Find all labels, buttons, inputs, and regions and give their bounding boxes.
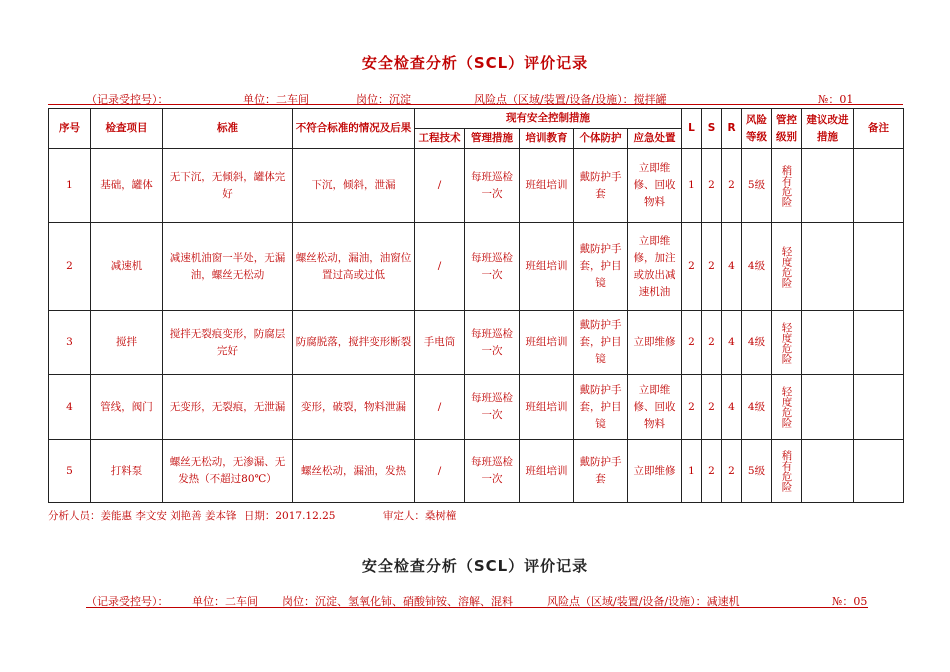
cell-nonconform: 螺丝松动，漏油，油窗位置过高或过低 xyxy=(293,223,415,311)
cell-R: 2 xyxy=(722,440,742,503)
cell-eng: / xyxy=(415,375,465,440)
table-row xyxy=(49,149,904,223)
cell-control-level: 轻度危险 xyxy=(780,321,793,364)
col-control-level: 管控级别 xyxy=(772,109,802,149)
risk-point-label: 风险点（区域/装置/设备/设施）：搅拌罐 xyxy=(474,93,667,106)
cell-seq: 1 xyxy=(49,149,91,223)
record-number: №：01 xyxy=(818,93,854,106)
cell-L: 1 xyxy=(682,149,702,223)
cell-train: 班组培训 xyxy=(520,440,574,503)
cell-eng: 手电筒 xyxy=(415,311,465,375)
cell-ppe: 戴防护手套，护目镜 xyxy=(574,375,628,440)
table-row xyxy=(49,375,904,440)
cell-remark xyxy=(854,375,904,440)
cell-train: 班组培训 xyxy=(520,311,574,375)
cell-R: 4 xyxy=(722,311,742,375)
date-label: 日期：2017.12.25 xyxy=(243,510,336,522)
cell-train: 班组培训 xyxy=(520,223,574,311)
cell-L: 2 xyxy=(682,375,702,440)
col-mgmt: 管理措施 xyxy=(465,129,520,149)
cell-L: 2 xyxy=(682,223,702,311)
cell-control-level: 轻度危险 xyxy=(780,386,793,428)
cell-mgmt: 每班巡检一次 xyxy=(465,375,520,440)
cell-mgmt: 每班巡检一次 xyxy=(465,311,520,375)
cell-nonconform: 螺丝松动，漏油，发热 xyxy=(293,440,415,503)
cell-L: 1 xyxy=(682,440,702,503)
cell-item: 基础，罐体 xyxy=(91,149,163,223)
cell-eng: / xyxy=(415,440,465,503)
cell-eng: / xyxy=(415,223,465,311)
cell-remark xyxy=(854,149,904,223)
cell-item: 减速机 xyxy=(91,223,163,311)
cell-nonconform: 下沉，倾斜，泄漏 xyxy=(293,149,415,223)
cell-emergency: 立即维修、回收物料 xyxy=(628,375,682,440)
scl-table xyxy=(48,108,904,503)
cell-R: 4 xyxy=(722,375,742,440)
cell-suggestion xyxy=(802,223,854,311)
cell-seq: 2 xyxy=(49,223,91,311)
cell-seq: 3 xyxy=(49,311,91,375)
second-page-title: 安全检查分析（SCL）评价记录 xyxy=(361,557,589,575)
col-ppe: 个体防护 xyxy=(574,129,628,149)
post-label: 岗位：沉淀 xyxy=(356,93,411,106)
cell-ppe: 戴防护手套 xyxy=(574,149,628,223)
unit-label: 单位：二车间 xyxy=(243,93,309,106)
cell-standard: 无变形，无裂痕，无泄漏 xyxy=(163,375,293,440)
cell-risk-level: 4级 xyxy=(742,223,772,311)
cell-nonconform: 防腐脱落，搅拌变形断裂 xyxy=(293,311,415,375)
cell-ppe: 戴防护手套 xyxy=(574,440,628,503)
col-eng: 工程技术 xyxy=(415,129,465,149)
cell-item: 打料泵 xyxy=(91,440,163,503)
col-controls: 现有安全控制措施 xyxy=(415,109,682,129)
analysts-label: 分析人员：姜能惠 李文安 刘艳善 姜本锋 xyxy=(48,510,237,522)
cell-S: 2 xyxy=(702,149,722,223)
cell-mgmt: 每班巡检一次 xyxy=(465,440,520,503)
record-control-label: （记录受控号）： xyxy=(86,93,169,106)
col-emergency: 应急处置 xyxy=(628,129,682,149)
cell-control-level: 轻度危险 xyxy=(780,245,793,288)
cell-seq: 4 xyxy=(49,375,91,440)
cell-mgmt: 每班巡检一次 xyxy=(465,223,520,311)
cell-suggestion xyxy=(802,375,854,440)
cell-emergency: 立即维修 xyxy=(628,311,682,375)
second-record-control-label: （记录受控号）： xyxy=(86,595,169,608)
cell-train: 班组培训 xyxy=(520,375,574,440)
cell-mgmt: 每班巡检一次 xyxy=(465,149,520,223)
cell-risk-level: 5级 xyxy=(742,149,772,223)
second-unit-label: 单位：二车间 xyxy=(192,595,258,608)
col-risk-level: 风险等级 xyxy=(742,109,772,149)
table-row xyxy=(49,311,904,375)
cell-S: 2 xyxy=(702,223,722,311)
cell-ppe: 戴防护手套，护目镜 xyxy=(574,223,628,311)
cell-R: 2 xyxy=(722,149,742,223)
cell-train: 班组培训 xyxy=(520,149,574,223)
cell-risk-level: 4级 xyxy=(742,375,772,440)
col-remark: 备注 xyxy=(854,109,904,149)
cell-remark xyxy=(854,440,904,503)
cell-item: 搅拌 xyxy=(91,311,163,375)
cell-ppe: 戴防护手套，护目镜 xyxy=(574,311,628,375)
cell-suggestion xyxy=(802,440,854,503)
cell-standard: 无下沉，无倾斜，罐体完好 xyxy=(163,149,293,223)
cell-standard: 搅拌无裂痕变形，防腐层完好 xyxy=(163,311,293,375)
col-standard: 标准 xyxy=(163,109,293,149)
cell-eng: / xyxy=(415,149,465,223)
cell-nonconform: 变形，破裂，物料泄漏 xyxy=(293,375,415,440)
cell-control-level: 稍有危险 xyxy=(780,450,793,492)
table-row xyxy=(49,440,904,503)
cell-standard: 减速机油窗一半处，无漏油，螺丝无松动 xyxy=(163,223,293,311)
second-risk-point-label: 风险点（区域/装置/设备/设施）：减速机 xyxy=(547,595,740,608)
second-header-underline xyxy=(86,607,868,608)
cell-control-level: 稍有危险 xyxy=(780,164,793,207)
second-post-label: 岗位：沉淀、氢氧化铈、硝酸铈铵、溶解、混料 xyxy=(282,595,513,608)
col-suggestion: 建议改进措施 xyxy=(802,109,854,149)
cell-suggestion xyxy=(802,311,854,375)
cell-seq: 5 xyxy=(49,440,91,503)
cell-standard: 螺丝无松动，无渗漏、无发热（不超过80℃） xyxy=(163,440,293,503)
cell-risk-level: 4级 xyxy=(742,311,772,375)
col-R: R xyxy=(722,109,742,149)
col-L: L xyxy=(682,109,702,149)
cell-emergency: 立即维修，加注或放出减速机油 xyxy=(628,223,682,311)
second-record-number: №：05 xyxy=(832,595,868,608)
col-item: 检查项目 xyxy=(91,109,163,149)
reviewer-label: 审定人：桑树橦 xyxy=(382,510,457,522)
col-train: 培训教育 xyxy=(520,129,574,149)
cell-remark xyxy=(854,223,904,311)
col-seq: 序号 xyxy=(49,109,91,149)
cell-emergency: 立即维修 xyxy=(628,440,682,503)
cell-L: 2 xyxy=(682,311,702,375)
cell-suggestion xyxy=(802,149,854,223)
cell-S: 2 xyxy=(702,375,722,440)
cell-R: 4 xyxy=(722,223,742,311)
col-S: S xyxy=(702,109,722,149)
col-nonconform: 不符合标准的情况及后果 xyxy=(293,109,415,149)
signature-footer xyxy=(48,508,460,523)
cell-remark xyxy=(854,311,904,375)
cell-risk-level: 5级 xyxy=(742,440,772,503)
header-underline xyxy=(48,104,903,105)
cell-S: 2 xyxy=(702,311,722,375)
cell-item: 管线，阀门 xyxy=(91,375,163,440)
cell-S: 2 xyxy=(702,440,722,503)
page-title: 安全检查分析（SCL）评价记录 xyxy=(361,54,589,72)
table-row xyxy=(49,223,904,311)
cell-emergency: 立即维修、回收物料 xyxy=(628,149,682,223)
